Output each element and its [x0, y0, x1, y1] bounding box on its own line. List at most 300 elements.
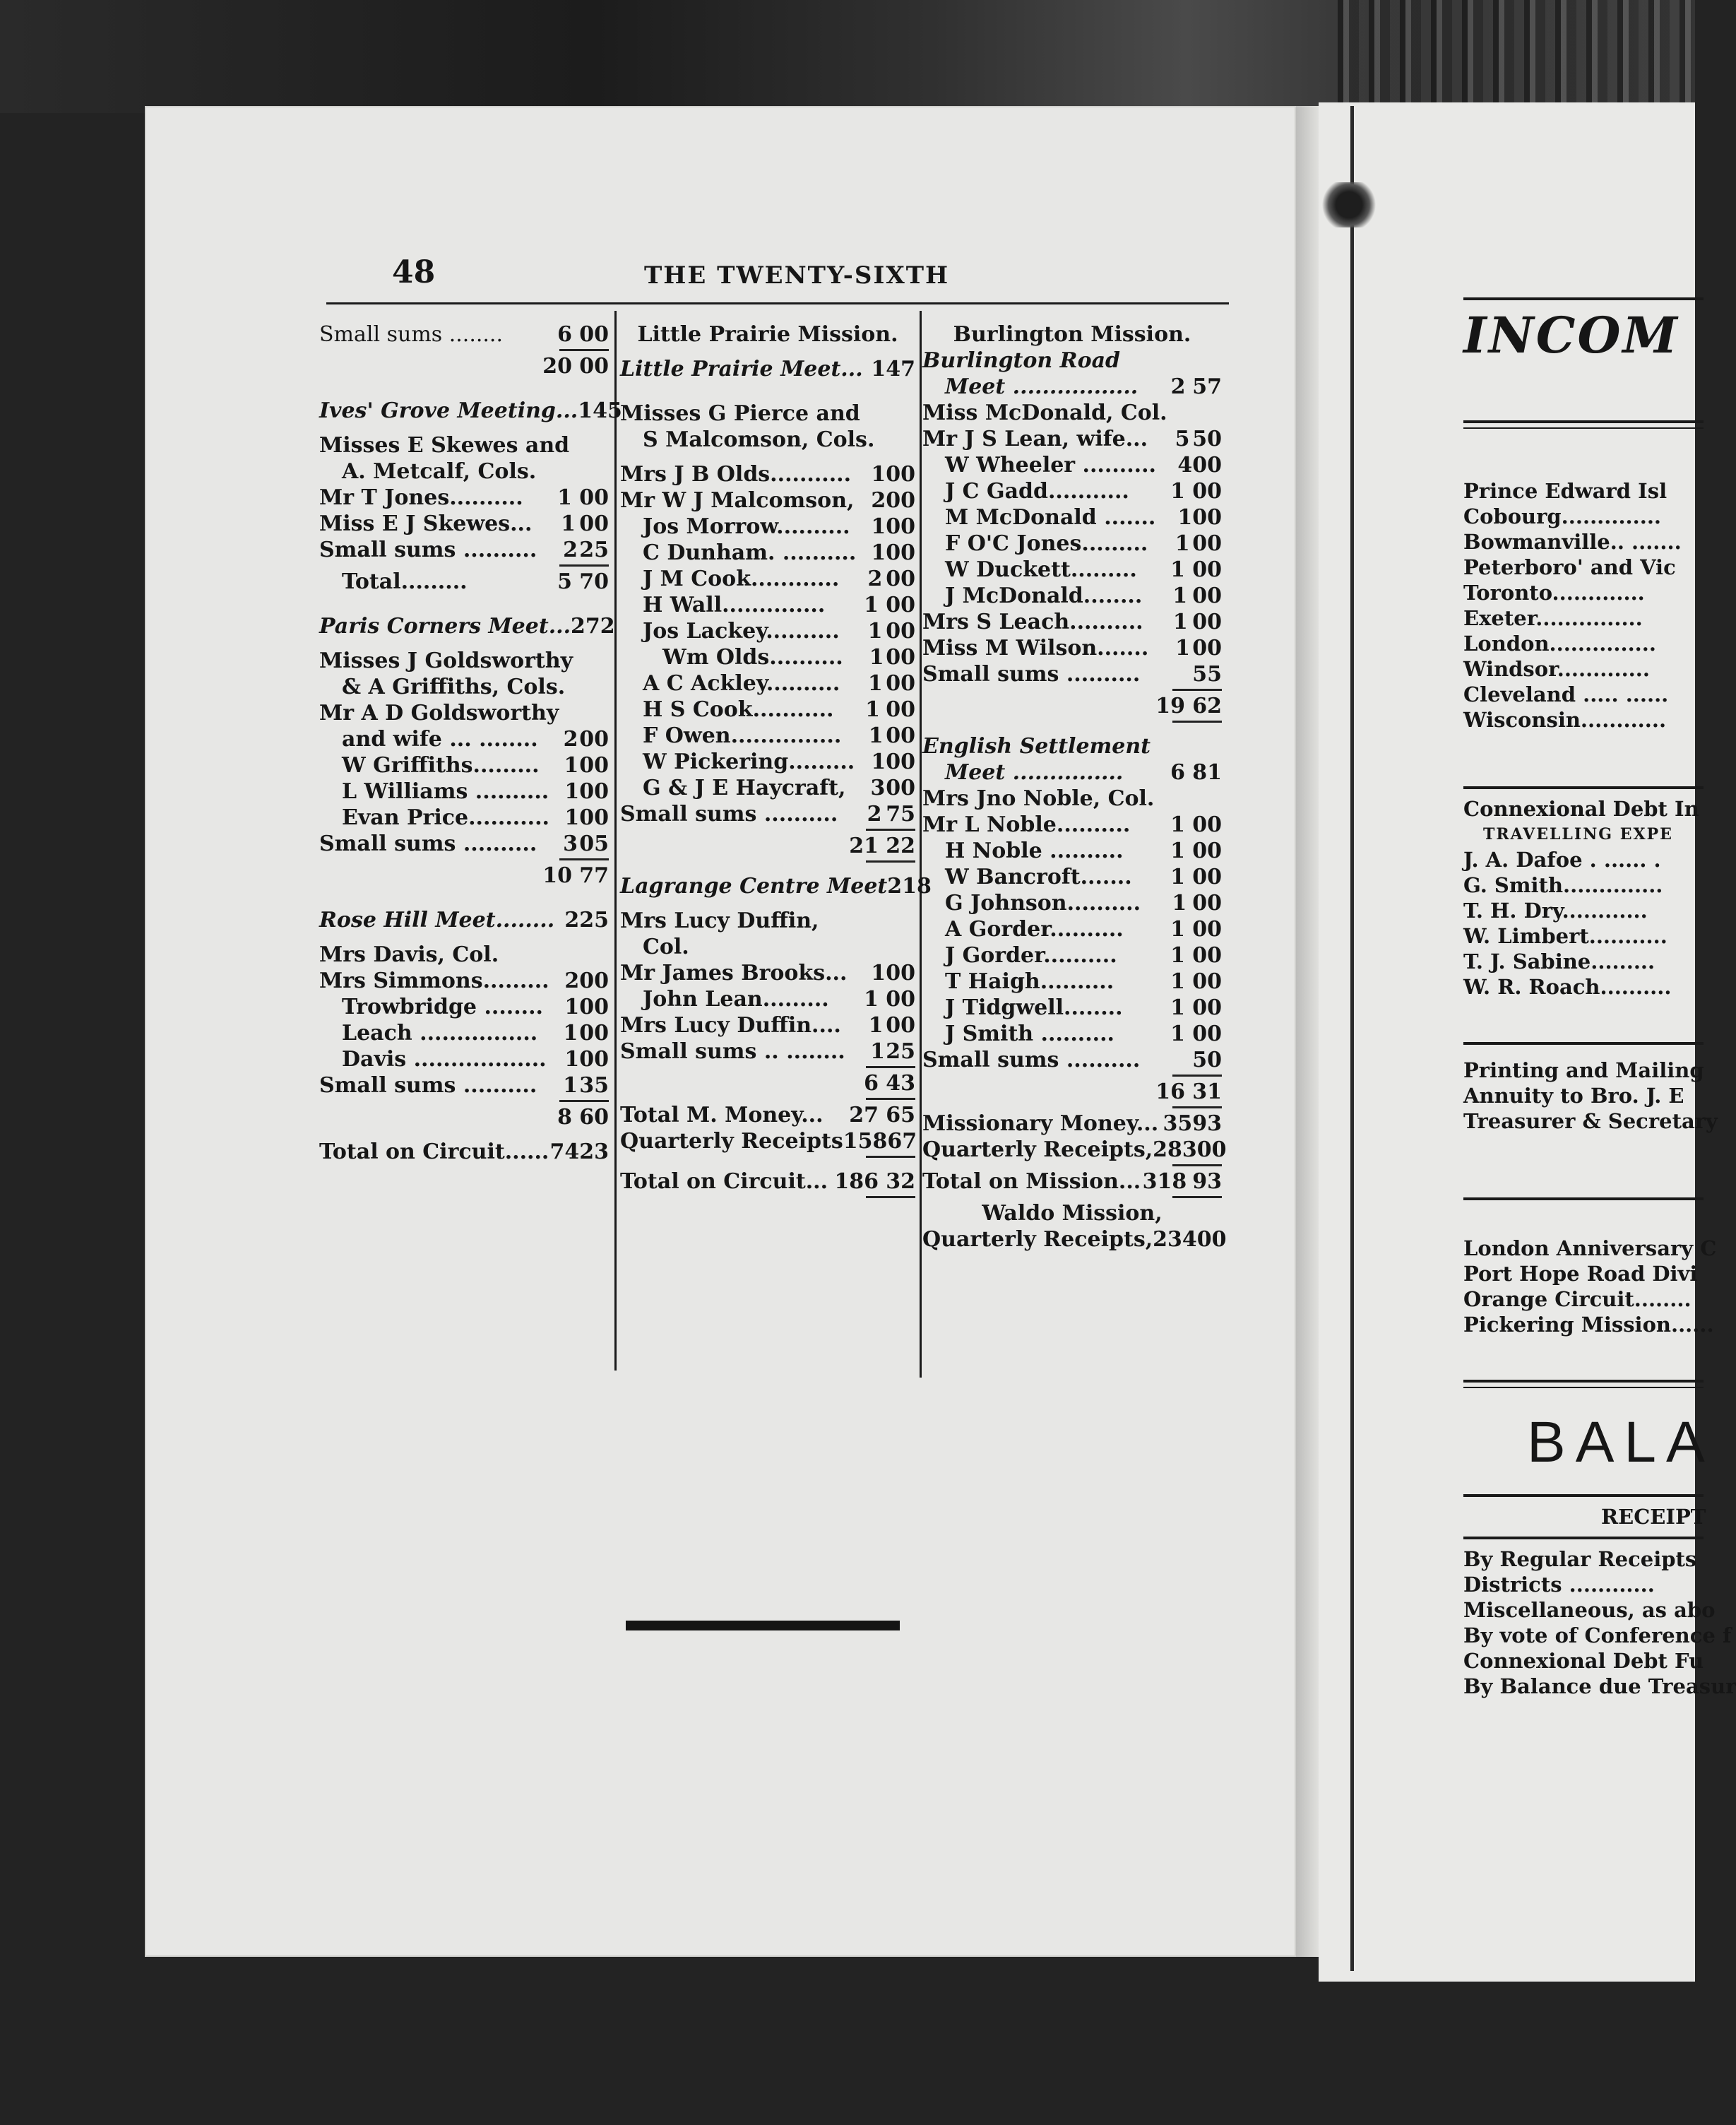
- amount-cents: 00: [1192, 505, 1222, 530]
- anniversary-list: [1463, 1236, 1717, 1337]
- amount-cents: 00: [886, 540, 915, 565]
- sum-rule: [319, 348, 609, 353]
- amount-dollars: 6: [864, 1071, 879, 1096]
- ledger-row: [620, 775, 915, 801]
- ledger-row: [319, 321, 609, 348]
- amount-dollars: 3: [563, 831, 578, 856]
- ledger-row: [319, 674, 609, 700]
- ledger-row: [319, 353, 609, 379]
- amount-cents: 25: [579, 908, 609, 933]
- ledger-row: [922, 635, 1222, 661]
- ledger-row: [922, 374, 1222, 400]
- ledger-label: John Lean.........: [643, 987, 829, 1012]
- amount-cents: 00: [579, 354, 609, 379]
- ledger-label: Rose Hill Meet........: [319, 908, 555, 933]
- sum-rule: [922, 1105, 1222, 1111]
- amount-dollars: 2: [563, 538, 578, 562]
- ledger-row: [922, 693, 1222, 719]
- ledger-label: Small sums ........: [319, 322, 503, 347]
- ledger-row: [922, 786, 1222, 812]
- amount-cents: 00: [886, 593, 915, 617]
- amount-dollars: 2: [867, 802, 882, 827]
- amount-cents: 00: [1196, 1137, 1227, 1162]
- binding-line: [1350, 106, 1354, 1971]
- amount-dollars: 8: [557, 1105, 572, 1130]
- amount-dollars: 2: [571, 614, 585, 639]
- ledger-label: H Noble ..........: [945, 839, 1124, 863]
- ledger-label: Total on Mission...: [922, 1169, 1141, 1194]
- amount-dollars: 186: [834, 1169, 879, 1194]
- amount-dollars: 1: [564, 1047, 580, 1072]
- amount-dollars: 283: [1153, 1137, 1197, 1162]
- ledger-row: [922, 531, 1222, 557]
- ledger-label: G & J E Haycraft,: [643, 776, 846, 800]
- district-item: Cleveland ..... ......: [1463, 682, 1669, 706]
- spacer: [319, 1130, 609, 1139]
- ledger-label: Misses G Pierce and: [620, 401, 860, 426]
- expense-item: Treasurer & Secretary: [1463, 1109, 1718, 1133]
- amount-cents: 67: [887, 1129, 917, 1154]
- ledger-row: [620, 1168, 915, 1195]
- ledger-label: Missionary Money...: [922, 1111, 1159, 1136]
- ledger-row: [620, 723, 915, 749]
- ledger-row: [319, 1104, 609, 1130]
- amount-dollars: 1: [1172, 584, 1188, 608]
- amount-dollars: 1: [1170, 865, 1185, 889]
- ledger-label: H Wall..............: [643, 593, 826, 617]
- ledger-label: F Owen...............: [643, 723, 842, 748]
- amount-dollars: 1: [865, 697, 880, 722]
- ledger-row: [922, 812, 1222, 838]
- ledger-label: Miss E J Skewes...: [319, 511, 533, 536]
- right-rule-6: [1463, 1537, 1704, 1539]
- amount-dollars: 35: [1163, 1111, 1193, 1136]
- ledger-label: Mr A D Goldsworthy: [319, 701, 559, 726]
- end-rule: [626, 1621, 900, 1630]
- sum-rule: [620, 1195, 915, 1200]
- ledger-label: J Tidgwell........: [945, 995, 1123, 1020]
- amount-dollars: 1: [1170, 557, 1185, 582]
- ledger-row: [620, 514, 915, 540]
- ledger-row: [620, 934, 915, 960]
- amount-dollars: 2: [563, 727, 578, 752]
- income-heading: INCOM: [1463, 306, 1679, 365]
- ledger-label: Miss McDonald, Col.: [922, 401, 1167, 425]
- spacer: [620, 453, 915, 461]
- ledger-row: [319, 907, 609, 933]
- sum-rule: [620, 1065, 915, 1070]
- ledger-label: Small sums ..........: [319, 831, 537, 856]
- ledger-row: [319, 537, 609, 563]
- balance-heading: BALA: [1527, 1410, 1715, 1474]
- amount-cents: 00: [886, 567, 915, 591]
- amount-cents: 00: [886, 723, 915, 748]
- amount-cents: 05: [579, 831, 609, 856]
- ledger-row: [620, 540, 915, 566]
- amount-dollars: 234: [1153, 1227, 1197, 1252]
- sum-rule: [620, 1096, 915, 1102]
- amount-cents: 70: [579, 569, 609, 594]
- amount-dollars: 1: [563, 1073, 578, 1098]
- ledger-label: Total on Circuit......: [319, 1140, 549, 1164]
- ledger-label: Jos Lackey..........: [643, 619, 840, 644]
- ledger-label: Little Prairie Meet...: [620, 357, 863, 381]
- amount-cents: 00: [1192, 1022, 1222, 1046]
- ledger-label: Mr James Brooks...: [620, 961, 848, 985]
- ledger-label: Mrs J B Olds...........: [620, 462, 852, 487]
- spacer: [319, 595, 609, 613]
- receipt-item: By Regular Receipts: [1463, 1547, 1697, 1571]
- amount-cents: 00: [1192, 453, 1222, 478]
- ledger-row: [922, 557, 1222, 583]
- ledger-column-2: [620, 321, 932, 1200]
- amount-dollars: 2: [1170, 374, 1186, 399]
- amount-cents: 45: [593, 398, 622, 423]
- ledger-label: Small sums ..........: [319, 1073, 537, 1098]
- ledger-row: [922, 661, 1222, 687]
- ledger-label: Mrs Lucy Duffin....: [620, 1013, 841, 1038]
- ledger-row: [620, 427, 915, 453]
- ledger-label: J C Gadd...........: [945, 479, 1129, 504]
- ledger-row: [620, 644, 915, 670]
- amount-dollars: 20: [542, 354, 572, 379]
- sum-rule: [319, 563, 609, 569]
- ledger-row: [620, 1070, 915, 1096]
- ledger-label: Mrs Davis, Col.: [319, 942, 499, 967]
- anniversary-item: Pickering Mission......: [1463, 1313, 1714, 1337]
- ledger-label: Mrs Lucy Duffin,: [620, 908, 819, 933]
- right-page-content: [1463, 286, 1736, 1699]
- amount-cents: 81: [1192, 760, 1222, 785]
- ledger-row: [620, 908, 915, 934]
- amount-cents: 65: [886, 1103, 915, 1127]
- amount-cents: 32: [886, 1169, 915, 1194]
- ledger-row: [319, 1046, 609, 1072]
- amount-dollars: 1: [871, 462, 886, 487]
- ledger-row: [922, 478, 1222, 504]
- ledger-label: Mrs Simmons.........: [319, 969, 549, 993]
- sum-rule: [922, 1163, 1222, 1168]
- ledger-label: A Gorder..........: [945, 917, 1124, 942]
- ledger-label: Meet .................: [945, 374, 1138, 399]
- ledger-row: [319, 398, 622, 424]
- amount-dollars: 1: [1170, 995, 1185, 1020]
- amount-dollars: 2: [564, 908, 580, 933]
- amount-cents: 23: [579, 1140, 609, 1164]
- ledger-row: [922, 1079, 1222, 1105]
- ledger-label: Evan Price...........: [342, 805, 549, 830]
- amount-dollars: 1: [871, 514, 886, 539]
- right-double-rule: [1463, 420, 1704, 429]
- ledger-label: Mr T Jones..........: [319, 485, 523, 510]
- ledger-row: [319, 752, 609, 779]
- amount-dollars: 1: [867, 619, 883, 644]
- amount-cents: 93: [1192, 1169, 1222, 1194]
- ledger-row: [620, 749, 915, 775]
- amount-dollars: 1: [1170, 1022, 1185, 1046]
- ledger-row: [922, 890, 1222, 916]
- ledger-row: [620, 461, 915, 487]
- ledger-label: Misses J Goldsworthy: [319, 649, 573, 673]
- district-item: Bowmanville.. .......: [1463, 530, 1682, 554]
- ledger-row: [922, 452, 1222, 478]
- sum-rule: [922, 719, 1222, 725]
- ledger-label: W Griffiths.........: [342, 753, 540, 778]
- amount-cents: 00: [1192, 865, 1222, 889]
- amount-cents: 35: [579, 1073, 609, 1098]
- amount-cents: 00: [1192, 917, 1222, 942]
- amount-cents: 72: [585, 614, 615, 639]
- ledger-label: S Malcomson, Cols.: [643, 427, 875, 452]
- amount-cents: 55: [1192, 662, 1222, 687]
- minister-name: T. H. Dry............: [1463, 899, 1648, 923]
- amount-cents: 57: [1192, 374, 1222, 399]
- ledger-row: [620, 801, 915, 827]
- ledger-row: [922, 1137, 1227, 1163]
- amount-cents: 00: [886, 987, 915, 1012]
- ledger-row: [620, 960, 915, 986]
- district-item: Prince Edward Isl: [1463, 479, 1667, 503]
- amount-cents: 00: [579, 727, 609, 752]
- amount-dollars: 1: [561, 511, 576, 536]
- amount-cents: 00: [1192, 995, 1222, 1020]
- travelling-names-list: [1463, 847, 1696, 1000]
- amount-dollars: 1: [564, 779, 580, 804]
- right-rule-5: [1463, 1494, 1704, 1497]
- amount-dollars: 1: [1170, 479, 1185, 504]
- ledger-row: [922, 864, 1222, 890]
- receipt-item: By vote of Conference f: [1463, 1623, 1732, 1647]
- amount-dollars: 74: [549, 1140, 580, 1164]
- amount-cents: 00: [886, 645, 915, 670]
- running-head: THE TWENTY-SIXTH: [644, 261, 950, 290]
- amount-dollars: 1: [557, 485, 572, 510]
- section-heading: Burlington Mission.: [953, 322, 1191, 347]
- column-divider-2: [920, 311, 922, 1378]
- ledger-row: [620, 618, 915, 644]
- ledger-row: [922, 733, 1222, 759]
- district-item: Cobourg..............: [1463, 504, 1662, 528]
- book-gutter: [1296, 106, 1319, 1957]
- amount-dollars: 21: [849, 834, 879, 858]
- sum-rule: [319, 857, 609, 863]
- ledger-row: [922, 942, 1222, 969]
- amount-cents: 75: [886, 802, 915, 827]
- printing-list: [1463, 1058, 1718, 1134]
- spacer: [620, 1160, 915, 1168]
- minister-name: W. R. Roach..........: [1463, 975, 1672, 999]
- ledger-label: Col.: [643, 935, 689, 959]
- amount-dollars: 1: [871, 540, 886, 565]
- receipt-item: Connexional Debt Fu: [1463, 1649, 1704, 1673]
- spacer: [319, 379, 609, 398]
- amount-dollars: 1: [1170, 812, 1185, 837]
- amount-cents: 00: [886, 697, 915, 722]
- ledger-label: Jos Morrow..........: [643, 514, 850, 539]
- ledger-row: [319, 485, 609, 511]
- ledger-label: Quarterly Receipts: [620, 1129, 843, 1154]
- amount-dollars: 1: [1177, 505, 1193, 530]
- ledger-row: [620, 986, 915, 1012]
- ledger-row: [922, 995, 1222, 1021]
- amount-dollars: 1: [1175, 636, 1191, 661]
- spacer: [319, 933, 609, 942]
- amount-cents: 00: [579, 322, 609, 347]
- ledger-row: [922, 583, 1222, 609]
- amount-cents: 18: [902, 874, 932, 899]
- amount-dollars: 16: [1155, 1079, 1185, 1104]
- ledger-label: Total.........: [342, 569, 468, 594]
- amount-cents: 00: [1192, 557, 1222, 582]
- section-heading: Waldo Mission,: [982, 1201, 1163, 1226]
- amount-cents: 00: [886, 1013, 915, 1038]
- ledger-label: T Haigh..........: [945, 969, 1114, 994]
- spacer: [620, 348, 915, 356]
- ledger-row: [319, 648, 609, 674]
- ledger-row: [319, 458, 609, 485]
- minister-name: T. J. Sabine.........: [1463, 949, 1655, 973]
- amount-dollars: 6: [557, 322, 572, 347]
- amount-cents: 00: [1192, 839, 1222, 863]
- expense-item: Annuity to Bro. J. E: [1463, 1084, 1684, 1108]
- ledger-label: Mr J S Lean, wife...: [922, 427, 1148, 451]
- district-item: Wisconsin............: [1463, 708, 1667, 732]
- amount-cents: 00: [579, 1021, 609, 1046]
- amount-cents: 25: [579, 538, 609, 562]
- ledger-row: [620, 1128, 915, 1154]
- amount-cents: 00: [886, 462, 915, 487]
- right-double-rule-2: [1463, 1380, 1704, 1388]
- amount-dollars: 27: [849, 1103, 879, 1127]
- amount-cents: 00: [1192, 891, 1222, 916]
- amount-cents: 77: [579, 863, 609, 888]
- ledger-label: and wife ... ........: [342, 727, 538, 752]
- amount-cents: 00: [579, 485, 609, 510]
- receipts-heading: RECEIPT: [1601, 1505, 1706, 1529]
- ledger-label: J Smith ..........: [945, 1022, 1114, 1046]
- sum-rule: [620, 1154, 915, 1160]
- district-item: Peterboro' and Vic: [1463, 555, 1676, 579]
- ledger-label: Mrs S Leach..........: [922, 610, 1143, 634]
- sum-rule: [922, 1195, 1222, 1200]
- amount-cents: 00: [1192, 943, 1222, 968]
- ledger-row: [319, 863, 609, 889]
- amount-cents: 00: [579, 969, 609, 993]
- ledger-row: [620, 566, 915, 592]
- ledger-row: [922, 609, 1222, 635]
- sum-rule: [922, 687, 1222, 693]
- right-rule-2: [1463, 786, 1704, 789]
- anniversary-item: London Anniversary C: [1463, 1236, 1717, 1260]
- amount-cents: 00: [579, 995, 609, 1019]
- ledger-row: [319, 1139, 609, 1165]
- ledger-row: [319, 569, 609, 595]
- amount-cents: 00: [1192, 610, 1222, 634]
- ledger-label: Meet ...............: [945, 760, 1124, 785]
- ledger-row: [922, 1047, 1222, 1073]
- ledger-label: Quarterly Receipts,: [922, 1227, 1153, 1252]
- ledger-label: & A Griffiths, Cols.: [342, 675, 566, 699]
- ledger-label: F O'C Jones.........: [945, 531, 1148, 556]
- ledger-row: [319, 613, 615, 639]
- amount-dollars: 1: [869, 645, 884, 670]
- ledger-row: [319, 968, 609, 994]
- amount-cents: 43: [886, 1071, 915, 1096]
- receipt-item: Miscellaneous, as abo: [1463, 1598, 1716, 1622]
- ledger-label: A. Metcalf, Cols.: [342, 459, 537, 484]
- ledger-row: [319, 700, 609, 726]
- ledger-row: [620, 697, 915, 723]
- minister-name: J. A. Dafoe . ...... .: [1463, 848, 1661, 872]
- ledger-row: [922, 1111, 1222, 1137]
- amount-cents: 00: [579, 753, 609, 778]
- ledger-row: [922, 1021, 1222, 1047]
- ledger-row: [620, 401, 915, 427]
- spacer: [620, 899, 915, 908]
- connexional-debt-line: Connexional Debt In: [1463, 797, 1699, 821]
- amount-dollars: 2: [564, 969, 580, 993]
- ledger-row: [922, 969, 1222, 995]
- ledger-column-1: [319, 321, 622, 1165]
- amount-cents: 00: [886, 750, 915, 774]
- ledger-label: Leach ................: [342, 1021, 538, 1046]
- amount-dollars: 1: [564, 805, 580, 830]
- ledger-row: [319, 994, 609, 1020]
- amount-dollars: 1: [871, 357, 886, 381]
- amount-cents: 60: [579, 1105, 609, 1130]
- amount-cents: 00: [1192, 636, 1222, 661]
- amount-cents: 00: [1192, 531, 1222, 556]
- ledger-row: [620, 670, 915, 697]
- amount-cents: 00: [1192, 969, 1222, 994]
- amount-dollars: 3: [870, 776, 886, 800]
- ledger-label: A C Ackley..........: [643, 671, 840, 696]
- sum-rule: [620, 827, 915, 833]
- amount-cents: 00: [886, 671, 915, 696]
- ledger-row: [319, 511, 609, 537]
- page-number: 48: [392, 254, 436, 290]
- amount-dollars: 5: [557, 569, 572, 594]
- ledger-row: [319, 1020, 609, 1046]
- ledger-label: Total on Circuit...: [620, 1169, 828, 1194]
- ledger-label: L Williams ..........: [342, 779, 549, 804]
- ledger-label: Paris Corners Meet...: [319, 614, 571, 639]
- ledger-row: [922, 1168, 1222, 1195]
- ledger-row: [922, 426, 1222, 452]
- amount-dollars: 1: [1170, 917, 1185, 942]
- ledger-label: Trowbridge ........: [342, 995, 543, 1019]
- amount-cents: 00: [579, 1047, 609, 1072]
- ledger-row: [319, 1072, 609, 1099]
- amount-dollars: 1: [1170, 839, 1185, 863]
- ledger-row: [620, 833, 915, 859]
- expense-item: Printing and Mailing: [1463, 1058, 1704, 1082]
- amount-dollars: 1: [1170, 943, 1185, 968]
- district-item: London...............: [1463, 632, 1656, 656]
- ledger-label: Quarterly Receipts,: [922, 1137, 1153, 1162]
- amount-dollars: 1: [868, 723, 884, 748]
- sum-rule: [319, 1099, 609, 1104]
- receipts-list: [1463, 1546, 1736, 1699]
- ledger-label: M McDonald .......: [945, 505, 1156, 530]
- ledger-label: H S Cook...........: [643, 697, 834, 722]
- amount-cents: 00: [579, 805, 609, 830]
- ledger-label: Small sums ..........: [922, 662, 1141, 687]
- amount-cents: 50: [1192, 1048, 1222, 1072]
- ledger-row: [922, 348, 1222, 374]
- amount-dollars: 1: [871, 750, 886, 774]
- amount-dollars: 1: [864, 593, 879, 617]
